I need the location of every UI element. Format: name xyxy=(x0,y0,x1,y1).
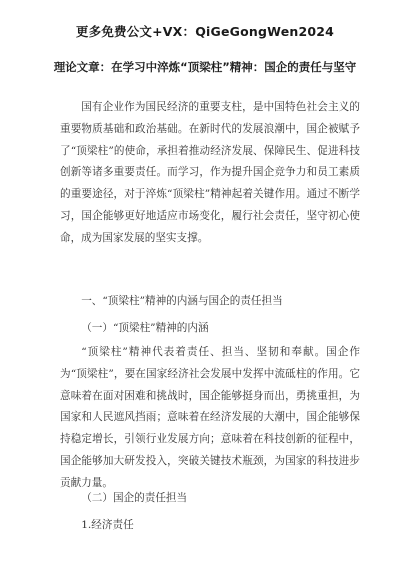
item-heading: 1.经济责任 xyxy=(81,519,134,531)
subsection-paragraph: “顶梁柱”精神代表着责任、担当、坚韧和奉献。国企作为“顶梁柱”，要在国家经济社会发展中发挥中流砥柱的作用。它意味着在面对困难和挑战时，国企能够挺身而出，勇挑重担，为国家和人民遮风挡雨；意味着在经济发展的大潮中，国企能够保持稳定增长，引领行业发展方向；意味着在科技创新的征程中，国企能够加大研发投入，突破关键技术瓶颈，为国家的科技进步贡献力量。 xyxy=(60,346,360,489)
header-banner: 更多免费公文+VX：QiGeGongWen2024 xyxy=(75,24,335,39)
intro-paragraph: 国有企业作为国民经济的重要支柱，是中国特色社会主义的重要物质基础和政治基础。在新时代的发展浪潮中，国企被赋予了“顶梁柱”的使命，承担着推动经济发展、保障民生、促进科技创新等诸多重要责任。而学习，作为提升国企竞争力和员工素质的重要途径，对于淬炼“顶梁柱”精神起着关键作用。通过不断学习，国企能够更好地适应市场变化，履行社会责任，坚守初心使命，成为国家发展的坚实支撑。 xyxy=(60,101,360,244)
subsection-heading: （一）“顶梁柱”精神的内涵 xyxy=(81,322,209,334)
section-heading: 一、“顶梁柱”精神的内涵与国企的责任担当 xyxy=(81,295,283,307)
page-title: 理论文章：在学习中淬炼“顶梁柱”精神：国企的责任与坚守 xyxy=(53,60,357,74)
subsection-heading: （二）国企的责任担当 xyxy=(81,492,188,504)
